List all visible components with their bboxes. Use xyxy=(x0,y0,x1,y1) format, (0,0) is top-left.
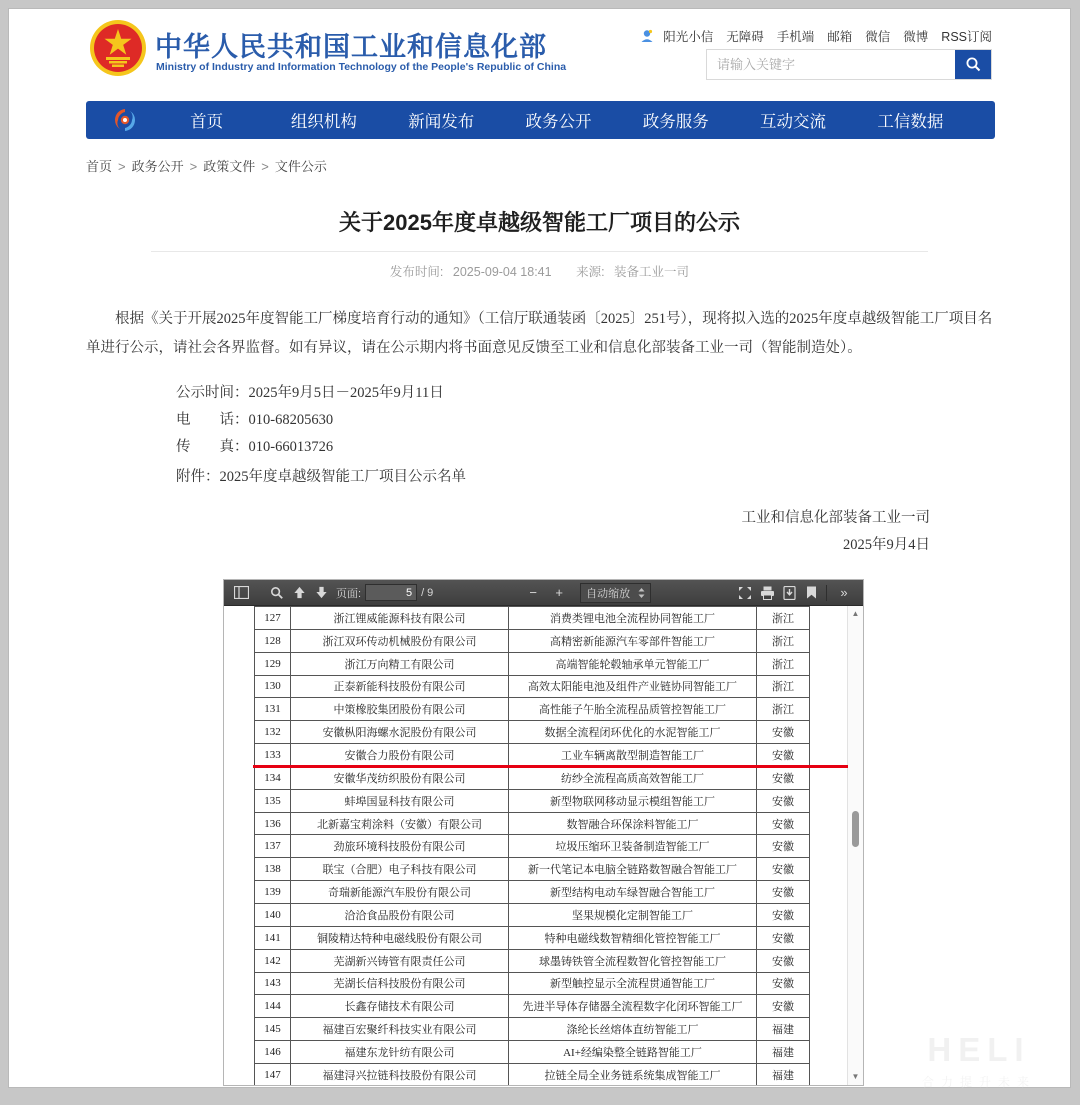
watermark-line2: 合力提升未来 xyxy=(921,1075,1036,1089)
table-row xyxy=(254,607,810,630)
article-signature xyxy=(742,506,931,554)
cell-project: 高性能子午胎全流程品质管控智能工厂 xyxy=(508,698,756,720)
signature-org: 工业和信息化部装备工业一司 xyxy=(741,510,930,526)
breadcrumb-separator: > xyxy=(261,159,269,174)
cell-number: 127 xyxy=(254,607,290,629)
cell-company: 蚌埠国显科技有限公司 xyxy=(290,790,508,812)
cell-company: 福建东龙针纺有限公司 xyxy=(290,1041,508,1063)
cell-company: 联宝（合肥）电子科技有限公司 xyxy=(290,858,508,880)
presentation-mode-button[interactable] xyxy=(734,583,756,603)
download-icon xyxy=(783,586,796,600)
cell-province: 安徽 xyxy=(756,881,810,903)
cell-project: 新型结构电动车绿智融合智能工厂 xyxy=(508,881,756,903)
scroll-up-icon[interactable]: ▲ xyxy=(851,609,860,618)
search-icon xyxy=(965,56,982,73)
zoom-mode-select[interactable] xyxy=(580,583,651,603)
scrollbar-thumb[interactable] xyxy=(852,811,859,847)
signature-date: 2025年9月4日 xyxy=(843,537,930,553)
cell-project: 新型触控显示全流程贯通智能工厂 xyxy=(508,973,756,995)
cell-number: 137 xyxy=(254,835,290,857)
nav-item-0[interactable]: 首页 xyxy=(190,113,224,131)
breadcrumb-separator: > xyxy=(118,159,126,174)
breadcrumb-separator: > xyxy=(189,159,198,174)
watermark xyxy=(904,1031,1054,1090)
attachment-link[interactable]: 附件：2025年度卓越级智能工厂项目公示名单 xyxy=(176,469,466,485)
table-row xyxy=(254,950,810,973)
page-up-button[interactable] xyxy=(288,583,310,603)
table-row xyxy=(254,767,810,790)
breadcrumb-item-1[interactable]: 政务公开 xyxy=(131,159,184,174)
cell-province: 浙江 xyxy=(756,653,810,675)
zoom-in-button[interactable]: + xyxy=(555,585,563,600)
cell-company: 福建百宏聚纤科技实业有限公司 xyxy=(290,1018,508,1040)
sidebar-toggle-icon xyxy=(234,586,249,599)
cell-project: 特种电磁线数智精细化管控智能工厂 xyxy=(508,927,756,949)
page xyxy=(8,8,1071,1088)
cell-province: 安徽 xyxy=(756,744,810,766)
cell-project: 球墨铸铁管全流程数智化管控智能工厂 xyxy=(508,950,756,972)
search-button[interactable] xyxy=(955,50,991,79)
cell-number: 139 xyxy=(254,881,290,903)
print-icon xyxy=(760,586,775,600)
cell-number: 132 xyxy=(254,721,290,743)
breadcrumb-item-0[interactable]: 首页 xyxy=(86,159,113,174)
cell-province: 安徽 xyxy=(756,973,810,995)
table-row xyxy=(254,973,810,996)
cell-province: 安徽 xyxy=(756,835,810,857)
national-emblem-icon xyxy=(89,19,147,77)
info-line-2: 传 真：010-66013726 xyxy=(176,439,334,455)
cell-province: 福建 xyxy=(756,1018,810,1040)
top-link-4[interactable]: 微信 xyxy=(865,30,891,44)
site-title: 中华人民共和国工业和信息化部 xyxy=(155,32,547,62)
cell-number: 129 xyxy=(254,653,290,675)
cell-company: 北新嘉宝莉涂料（安徽）有限公司 xyxy=(290,813,508,835)
cell-number: 136 xyxy=(254,813,290,835)
publish-time-label: 发布时间: xyxy=(389,265,444,279)
cell-project: 拉链全局全业务链系统集成智能工厂 xyxy=(508,1064,756,1085)
table-row xyxy=(254,995,810,1018)
page-title: 关于2025年度卓越级智能工厂项目的公示 xyxy=(339,210,740,235)
table-row xyxy=(254,1018,810,1041)
cell-number: 141 xyxy=(254,927,290,949)
cell-project: 高端智能轮毂轴承单元智能工厂 xyxy=(508,653,756,675)
cell-number: 128 xyxy=(254,630,290,652)
cell-project: 坚果规模化定制智能工厂 xyxy=(508,904,756,926)
pdf-scrollbar[interactable] xyxy=(847,606,863,1085)
publish-time-value: 2025-09-04 18:41 xyxy=(452,265,552,279)
cell-company: 奇瑞新能源汽车股份有限公司 xyxy=(290,881,508,903)
table-row xyxy=(254,813,810,836)
cell-province: 浙江 xyxy=(756,698,810,720)
pdf-table xyxy=(254,606,810,1085)
page-total: / 9 xyxy=(421,586,434,599)
search-input[interactable] xyxy=(707,50,955,79)
cell-company: 正泰新能科技股份有限公司 xyxy=(290,676,508,698)
table-row xyxy=(254,630,810,653)
table-row xyxy=(254,835,810,858)
top-link-1[interactable]: 无障碍 xyxy=(726,30,764,44)
cell-project: 涤纶长丝熔体直纺智能工厂 xyxy=(508,1018,756,1040)
cell-company: 浙江双环传动机械股份有限公司 xyxy=(290,630,508,652)
table-row xyxy=(254,653,810,676)
table-row xyxy=(254,790,810,813)
cell-company: 浙江锂威能源科技有限公司 xyxy=(290,607,508,629)
cell-number: 140 xyxy=(254,904,290,926)
title-divider xyxy=(151,251,928,252)
cell-number: 138 xyxy=(254,858,290,880)
scroll-down-icon[interactable]: ▼ xyxy=(851,1072,860,1081)
table-row xyxy=(254,904,810,927)
bookmark-icon xyxy=(806,586,817,599)
pdf-page-view xyxy=(224,606,848,1085)
nav-item-5[interactable]: 互动交流 xyxy=(760,113,827,131)
cell-number: 135 xyxy=(254,790,290,812)
table-row xyxy=(254,744,810,767)
cell-number: 131 xyxy=(254,698,290,720)
cell-number: 142 xyxy=(254,950,290,972)
info-line-0: 公示时间：2025年9月5日－2025年9月11日 xyxy=(176,385,444,401)
cell-number: 134 xyxy=(254,767,290,789)
print-button[interactable] xyxy=(756,583,778,603)
article-info-lines xyxy=(176,381,444,462)
top-link-3[interactable]: 邮箱 xyxy=(827,30,853,44)
cell-company: 福建浔兴拉链科技股份有限公司 xyxy=(290,1064,508,1085)
top-link-6[interactable]: RSS订阅 xyxy=(941,30,992,44)
search-bar xyxy=(706,49,992,80)
cell-province: 浙江 xyxy=(756,630,810,652)
cell-province: 安徽 xyxy=(756,950,810,972)
cell-province: 安徽 xyxy=(756,858,810,880)
assistant-icon xyxy=(640,29,654,43)
miit-logo-icon xyxy=(112,107,138,133)
cell-project: 先进半导体存储器全流程数字化闭环智能工厂 xyxy=(508,995,756,1017)
nav-item-4[interactable]: 政务服务 xyxy=(642,113,709,131)
nav-item-2[interactable]: 新闻发布 xyxy=(408,113,475,131)
article-meta xyxy=(9,262,1070,280)
nav-item-1[interactable]: 组织机构 xyxy=(290,113,357,131)
table-row xyxy=(254,698,810,721)
cell-number: 130 xyxy=(254,676,290,698)
cell-project: 新型物联网移动显示模组智能工厂 xyxy=(508,790,756,812)
article-paragraph: 根据《关于开展2025年度智能工厂梯度培育行动的通知》（工信厅联通装函〔2025〕251号），现将拟入选的2025年度卓越级智能工厂项目名单进行公示，请社会各界监督。如有异议，请在公示期内将书面意见反馈至工业和信息化部装备工业一司（智能制造处）。 xyxy=(86,311,993,356)
cell-project: 垃圾压缩环卫装备制造智能工厂 xyxy=(508,835,756,857)
cell-company: 铜陵精达特种电磁线股份有限公司 xyxy=(290,927,508,949)
cell-province: 安徽 xyxy=(756,927,810,949)
info-line-1: 电 话：010-68205630 xyxy=(176,412,334,428)
source-value: 装备工业一司 xyxy=(614,265,690,279)
cell-company: 安徽枞阳海螺水泥股份有限公司 xyxy=(290,721,508,743)
page-label: 页面: xyxy=(336,587,362,600)
table-row xyxy=(254,676,810,699)
sidebar-toggle-button[interactable] xyxy=(230,583,252,603)
pdf-viewer xyxy=(223,579,864,1086)
breadcrumb-item-3[interactable]: 文件公示 xyxy=(274,159,327,174)
table-row xyxy=(254,927,810,950)
presentation-mode-icon xyxy=(738,586,752,600)
page-up-icon xyxy=(293,586,306,599)
top-links xyxy=(640,27,992,45)
cell-province: 福建 xyxy=(756,1041,810,1063)
cell-project: 新一代笔记本电脑全链路数智融合智能工厂 xyxy=(508,858,756,880)
cell-project: 纺纱全流程高质高效智能工厂 xyxy=(508,767,756,789)
top-link-2[interactable]: 手机端 xyxy=(776,30,815,44)
cell-number: 144 xyxy=(254,995,290,1017)
cell-company: 洽洽食品股份有限公司 xyxy=(290,904,508,926)
zoom-out-button[interactable]: − xyxy=(529,585,537,600)
table-row xyxy=(254,721,810,744)
select-arrows-icon xyxy=(638,588,645,598)
cell-company: 安徽华茂纺织股份有限公司 xyxy=(290,767,508,789)
cell-number: 145 xyxy=(254,1018,290,1040)
main-nav xyxy=(86,101,995,139)
cell-project: 高效太阳能电池及组件产业链协同智能工厂 xyxy=(508,676,756,698)
breadcrumb xyxy=(86,156,327,175)
cell-company: 安徽合力股份有限公司 xyxy=(290,744,508,766)
page-number-input[interactable] xyxy=(365,584,417,601)
table-row xyxy=(254,858,810,881)
table-row xyxy=(254,1064,810,1085)
cell-number: 143 xyxy=(254,973,290,995)
cell-company: 中策橡胶集团股份有限公司 xyxy=(290,698,508,720)
cell-company: 劲旅环境科技股份有限公司 xyxy=(290,835,508,857)
cell-company: 芜湖新兴铸管有限责任公司 xyxy=(290,950,508,972)
page-down-icon xyxy=(315,586,328,599)
zoom-mode-value: 自动缩放 xyxy=(586,587,631,600)
cell-number: 147 xyxy=(254,1064,290,1085)
source-label: 来源: xyxy=(576,265,605,279)
cell-province: 安徽 xyxy=(756,904,810,926)
find-button[interactable] xyxy=(266,583,288,603)
table-row xyxy=(254,1041,810,1064)
pdf-toolbar xyxy=(224,580,863,606)
download-button[interactable] xyxy=(778,583,800,603)
cell-company: 芜湖长信科技股份有限公司 xyxy=(290,973,508,995)
breadcrumb-item-2[interactable]: 政策文件 xyxy=(203,159,256,174)
cell-province: 安徽 xyxy=(756,813,810,835)
toolbar-more-button[interactable]: » xyxy=(840,585,848,600)
cell-number: 133 xyxy=(254,744,290,766)
cell-province: 安徽 xyxy=(756,767,810,789)
cell-project: 消费类锂电池全流程协同智能工厂 xyxy=(508,607,756,629)
site-title-en: Ministry of Industry and Information Technology of the People's Republic of China xyxy=(156,61,567,73)
cell-project: 高精密新能源汽车零部件智能工厂 xyxy=(508,630,756,652)
cell-company: 长鑫存储技术有限公司 xyxy=(290,995,508,1017)
cell-province: 浙江 xyxy=(756,607,810,629)
find-icon xyxy=(270,586,284,600)
cell-project: AI+经编染整全链路智能工厂 xyxy=(508,1041,756,1063)
cell-project: 数据全流程闭环优化的水泥智能工厂 xyxy=(508,721,756,743)
table-row xyxy=(254,881,810,904)
cell-province: 安徽 xyxy=(756,995,810,1017)
top-link-0[interactable]: 阳光小信 xyxy=(663,30,714,44)
nav-item-6[interactable]: 工信数据 xyxy=(877,113,944,131)
top-link-5[interactable]: 微博 xyxy=(903,30,929,44)
page-down-button[interactable] xyxy=(310,583,332,603)
nav-item-3[interactable]: 政务公开 xyxy=(525,113,592,131)
cell-province: 安徽 xyxy=(756,721,810,743)
cell-number: 146 xyxy=(254,1041,290,1063)
bookmark-button[interactable] xyxy=(800,583,822,603)
cell-province: 福建 xyxy=(756,1064,810,1085)
cell-company: 浙江万向精工有限公司 xyxy=(290,653,508,675)
cell-province: 浙江 xyxy=(756,676,810,698)
cell-project: 数智融合环保涂料智能工厂 xyxy=(508,813,756,835)
watermark-line1: HELI xyxy=(927,1031,1031,1068)
cell-project: 工业车辆离散型制造智能工厂 xyxy=(508,744,756,766)
cell-province: 安徽 xyxy=(756,790,810,812)
